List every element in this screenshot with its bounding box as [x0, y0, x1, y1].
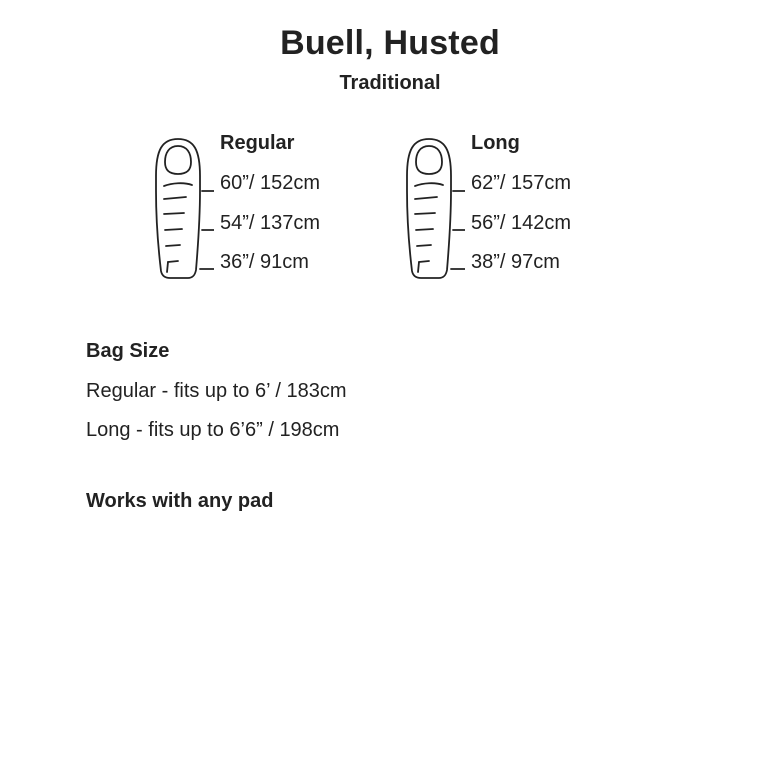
sleeping-bag-icon	[154, 136, 214, 281]
page-title: Buell, Husted	[280, 24, 500, 62]
sleeping-bag-icon	[405, 136, 465, 281]
size-name-long: Long	[471, 132, 520, 154]
pad-compatibility-note: Works with any pad	[86, 490, 274, 512]
bag-size-heading: Bag Size	[86, 340, 170, 362]
size-name-regular: Regular	[220, 132, 295, 154]
measurement-shoulder-regular: 60”/ 152cm	[220, 172, 321, 194]
measurement-hip-long: 56”/ 142cm	[471, 212, 572, 234]
measurement-shoulder-long: 62”/ 157cm	[471, 172, 572, 194]
page-subtitle: Traditional	[339, 72, 441, 94]
size-block-regular	[150, 128, 390, 288]
measurement-hip-regular: 54”/ 137cm	[220, 212, 321, 234]
bag-size-regular-fit: Regular - fits up to 6’ / 183cm	[86, 380, 347, 402]
measurement-foot-long: 38”/ 97cm	[471, 251, 560, 273]
measurement-foot-regular: 36”/ 91cm	[220, 251, 309, 273]
bag-size-long-fit: Long - fits up to 6’6” / 198cm	[86, 419, 340, 441]
size-block-long	[401, 128, 641, 288]
